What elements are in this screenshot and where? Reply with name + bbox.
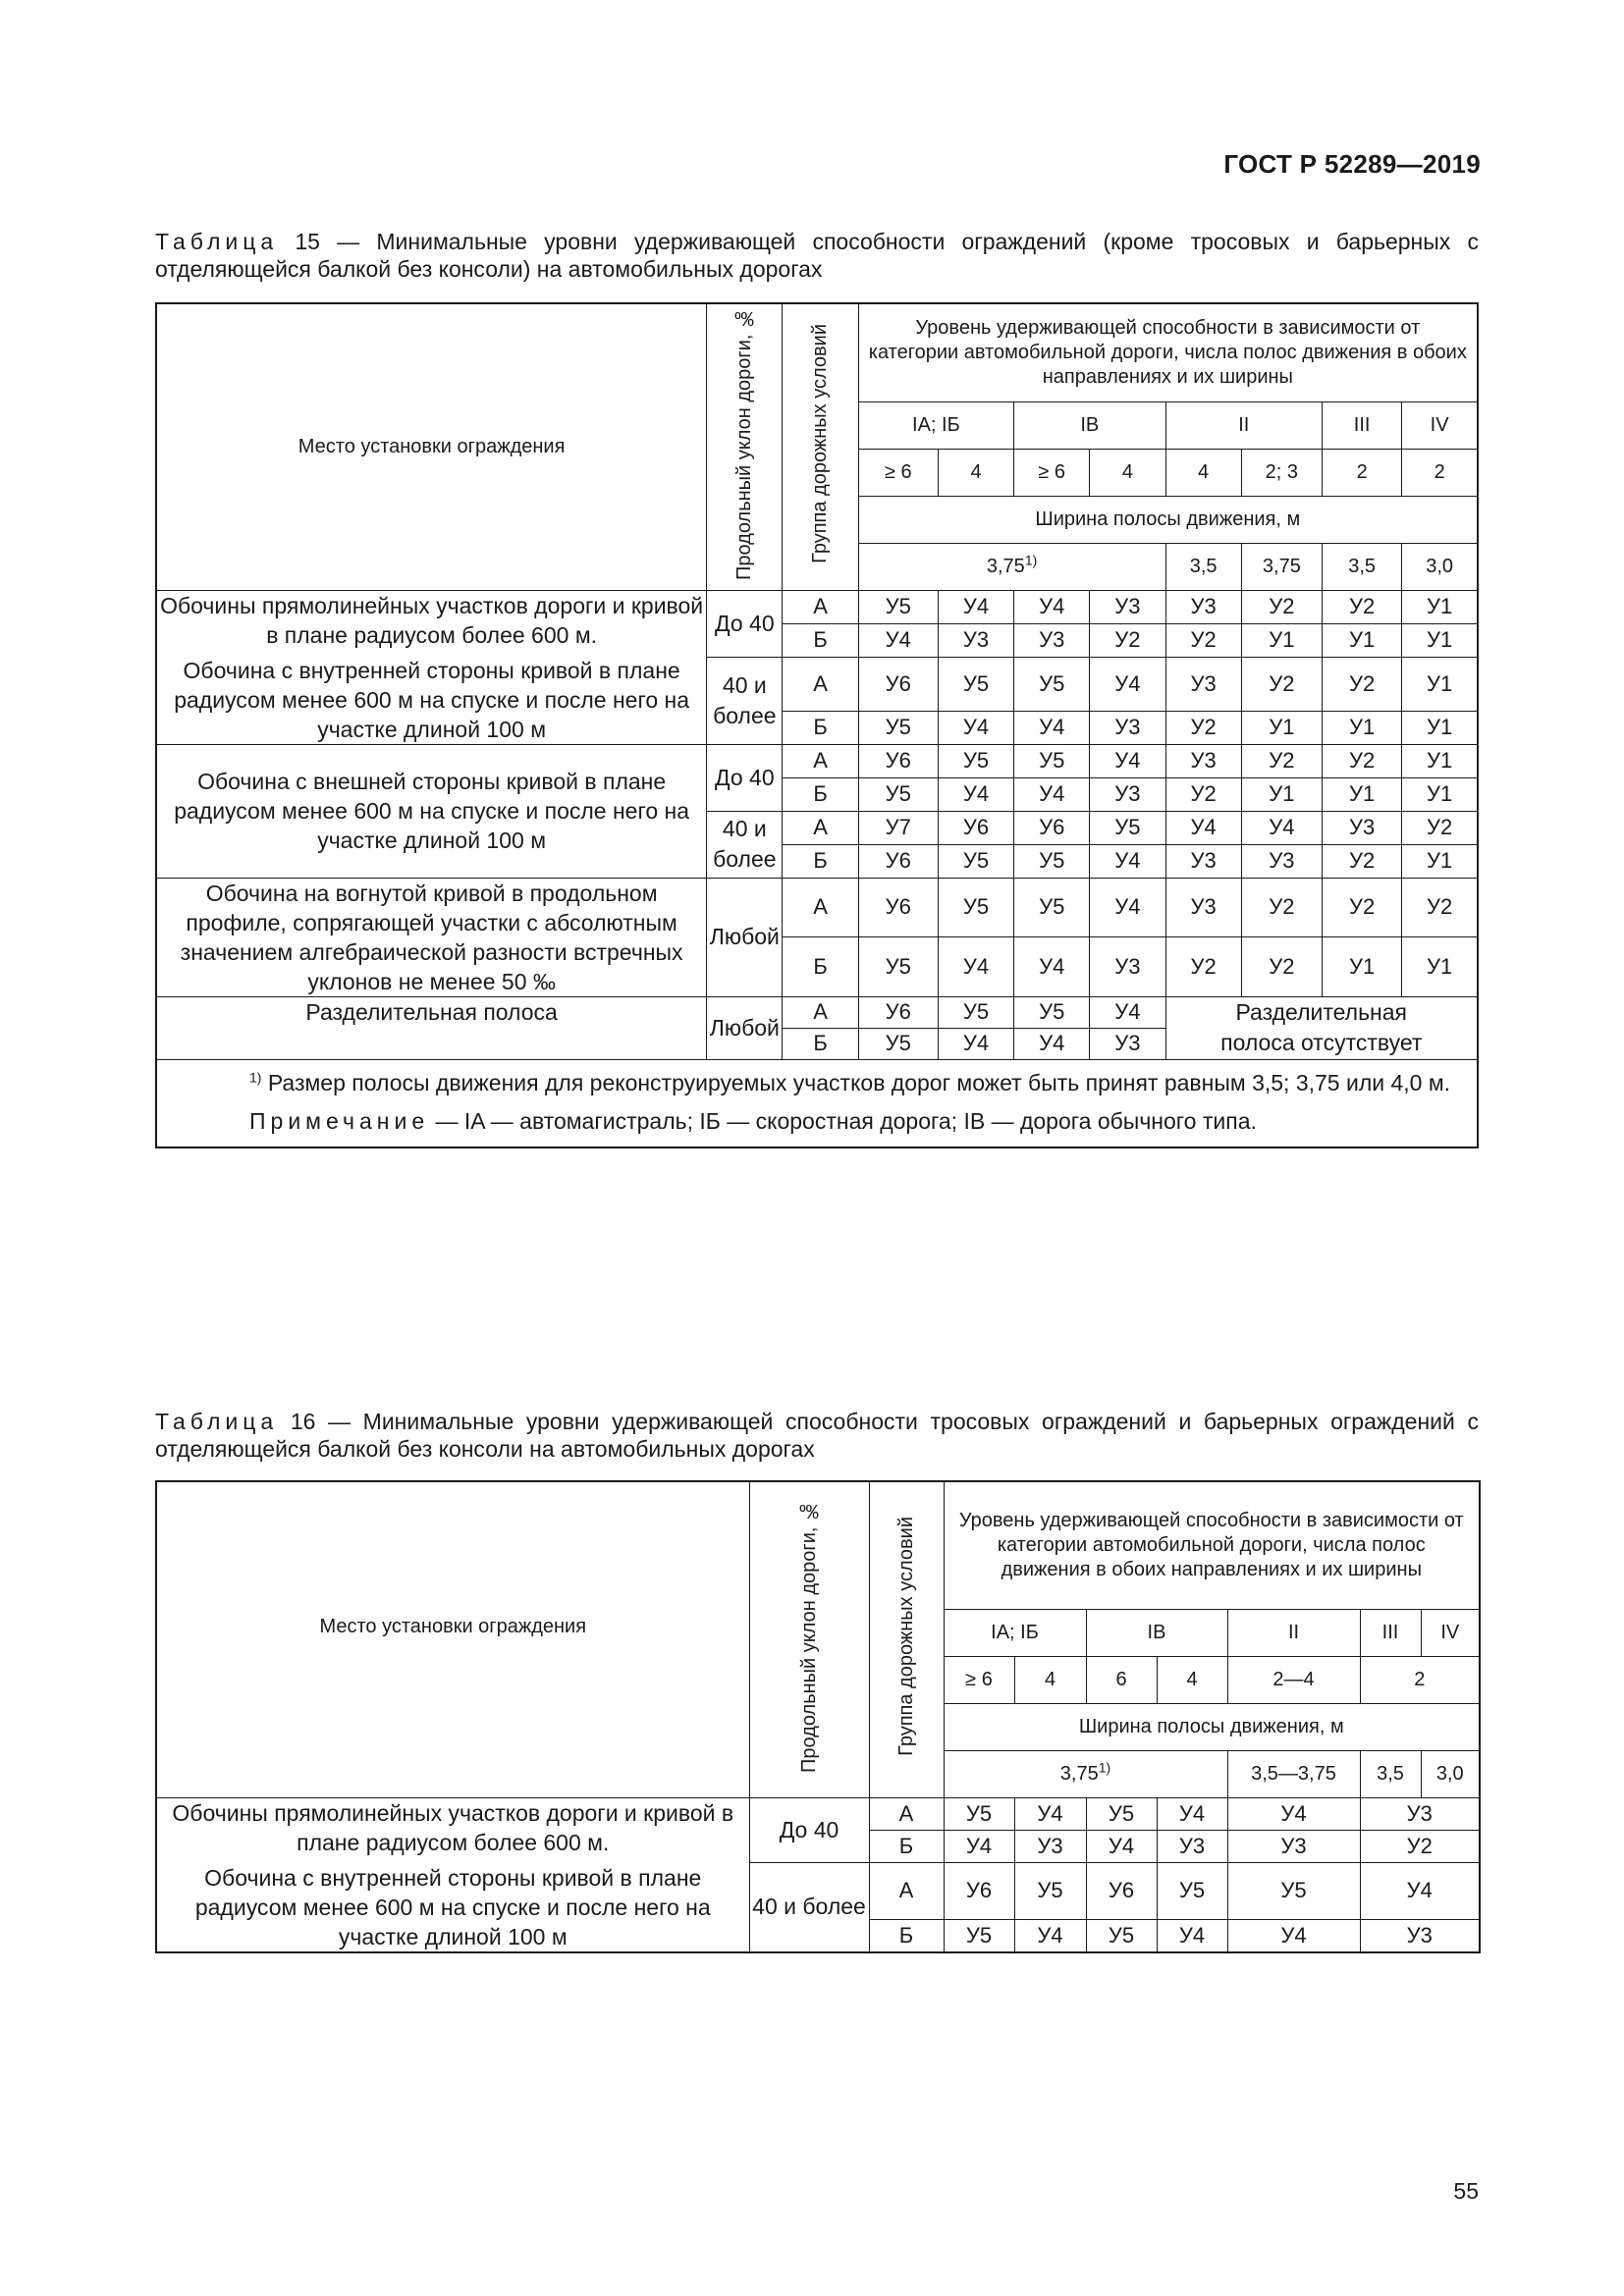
level-cell: У3 bbox=[1165, 878, 1241, 937]
level-cell: У3 bbox=[1165, 590, 1241, 623]
header-slope bbox=[707, 303, 783, 590]
level-cell: У3 bbox=[1323, 811, 1402, 844]
footnote-ref: 1) bbox=[1098, 1758, 1111, 1775]
group-cell: Б bbox=[783, 711, 858, 744]
group-cell: А bbox=[783, 811, 858, 844]
level-cell: У4 bbox=[1090, 844, 1165, 878]
header-width-base bbox=[858, 543, 1165, 590]
level-cell: У3 bbox=[1090, 1028, 1165, 1059]
level-cell: У5 bbox=[1014, 744, 1090, 777]
level-cell: У3 bbox=[1014, 1830, 1086, 1862]
header-category: IB bbox=[1014, 401, 1165, 449]
header-place: Место установки ограждения bbox=[156, 303, 707, 590]
table-row bbox=[156, 878, 1478, 937]
place-text: Обочина с внешней стороны кривой в плане радиусом менее 600 м на спуске и после него на участке длиной 100 м bbox=[174, 769, 690, 853]
group-cell: А bbox=[869, 1862, 944, 1920]
level-cell: У1 bbox=[1323, 711, 1402, 744]
place-cell bbox=[156, 744, 707, 878]
level-cell: У2 bbox=[1323, 744, 1402, 777]
level-cell: У4 bbox=[938, 777, 1013, 811]
level-cell: У6 bbox=[1086, 1862, 1157, 1920]
page-number: 55 bbox=[1453, 2178, 1479, 2204]
level-cell: У5 bbox=[938, 996, 1013, 1028]
group-cell: Б bbox=[783, 844, 858, 878]
table15-caption bbox=[155, 228, 1479, 283]
level-cell: У3 bbox=[1157, 1830, 1227, 1862]
level-cell: У3 bbox=[1360, 1920, 1480, 1952]
level-cell: У4 bbox=[944, 1830, 1014, 1862]
level-cell: У7 bbox=[858, 811, 938, 844]
table-row bbox=[156, 590, 1478, 623]
level-cell: У3 bbox=[938, 623, 1013, 657]
level-cell: У1 bbox=[1402, 590, 1478, 623]
level-cell: У2 bbox=[1402, 811, 1478, 844]
group-cell: А bbox=[783, 878, 858, 937]
slope-cell: До 40 bbox=[749, 1797, 869, 1862]
header-width: 3,5—3,75 bbox=[1227, 1750, 1360, 1797]
group-cell: Б bbox=[869, 1830, 944, 1862]
header-width: 3,0 bbox=[1421, 1750, 1480, 1797]
level-cell: У6 bbox=[944, 1862, 1014, 1920]
level-cell: У2 bbox=[1402, 878, 1478, 937]
group-cell: Б bbox=[783, 937, 858, 997]
level-cell: У4 bbox=[938, 711, 1013, 744]
header-lanes: 4 bbox=[1090, 449, 1165, 496]
level-cell: У2 bbox=[1241, 590, 1322, 623]
table16-caption-text: 16 — Минимальные уровни удерживающей способности тросовых ограждений и барьерных ограждений с отделяющейся балкой без консоли на автомобильных дорогах bbox=[155, 1409, 1479, 1462]
header-width: 3,5 bbox=[1360, 1750, 1421, 1797]
level-cell: У2 bbox=[1323, 657, 1402, 711]
place-cell bbox=[156, 590, 707, 744]
level-cell: У4 bbox=[1157, 1797, 1227, 1830]
level-cell: У2 bbox=[1165, 623, 1241, 657]
group-cell: А bbox=[783, 590, 858, 623]
header-lanes: 2 bbox=[1402, 449, 1478, 496]
group-cell: Б bbox=[869, 1920, 944, 1952]
group-cell: А bbox=[783, 744, 858, 777]
group-cell: Б bbox=[783, 777, 858, 811]
level-cell: У3 bbox=[1227, 1830, 1360, 1862]
header-place: Место установки ограждения bbox=[156, 1481, 749, 1797]
header-lanes: 2 bbox=[1323, 449, 1402, 496]
level-cell: У4 bbox=[1086, 1830, 1157, 1862]
header-width: 3,5 bbox=[1323, 543, 1402, 590]
place-text: Обочина с внутренней стороны кривой в плане радиусом менее 600 м на спуске и после него на участке длиной 100 м bbox=[194, 1864, 711, 1949]
level-cell: У4 bbox=[1014, 1920, 1086, 1952]
header-group bbox=[869, 1481, 944, 1797]
level-cell: У5 bbox=[938, 744, 1013, 777]
level-cell: У1 bbox=[1241, 623, 1322, 657]
footnote-text: Размер полосы движения для реконструируемых участков дорог может быть принят равным 3,5; 3,75 или 4,0 м. bbox=[261, 1069, 1451, 1095]
level-cell: У3 bbox=[1090, 711, 1165, 744]
level-cell: У6 bbox=[1014, 811, 1090, 844]
level-cell: У5 bbox=[944, 1797, 1014, 1830]
slope-cell: 40 и более bbox=[749, 1862, 869, 1952]
level-cell: У4 bbox=[938, 937, 1013, 997]
level-cell: У1 bbox=[1323, 777, 1402, 811]
level-cell: У4 bbox=[1014, 1797, 1086, 1830]
header-width: 3,75 bbox=[1241, 543, 1322, 590]
level-cell: У5 bbox=[858, 1028, 938, 1059]
level-cell: У2 bbox=[1090, 623, 1165, 657]
place-text: Обочины прямолинейных участков дороги и кривой в плане радиусом более 600 м. bbox=[160, 592, 704, 648]
level-cell: У5 bbox=[944, 1920, 1014, 1952]
level-cell: У5 bbox=[938, 844, 1013, 878]
slope-cell: Любой bbox=[707, 996, 783, 1059]
level-cell: У3 bbox=[1090, 590, 1165, 623]
header-lanes: 4 bbox=[1014, 1656, 1086, 1703]
header-category: IA; IБ bbox=[858, 401, 1013, 449]
header-lanes: 4 bbox=[1157, 1656, 1227, 1703]
header-width-base bbox=[944, 1750, 1227, 1797]
level-cell: У3 bbox=[1360, 1797, 1480, 1830]
level-cell: У4 bbox=[1014, 590, 1090, 623]
header-slope bbox=[749, 1481, 869, 1797]
level-cell: У1 bbox=[1402, 744, 1478, 777]
level-cell: У4 bbox=[938, 1028, 1013, 1059]
level-cell: У5 bbox=[1090, 811, 1165, 844]
level-cell: У6 bbox=[858, 744, 938, 777]
level-cell: У3 bbox=[1014, 623, 1090, 657]
level-cell: У3 bbox=[1090, 937, 1165, 997]
header-lanes: 2—4 bbox=[1227, 1656, 1360, 1703]
slope-cell: 40 и более bbox=[707, 811, 783, 878]
level-cell: У5 bbox=[938, 878, 1013, 937]
level-cell: У4 bbox=[1014, 937, 1090, 997]
footnote bbox=[171, 1068, 1463, 1098]
level-cell: У5 bbox=[1157, 1862, 1227, 1920]
merged-cell: Разделительная полоса отсутствует bbox=[1165, 996, 1478, 1059]
header-lanes: ≥ 6 bbox=[944, 1656, 1014, 1703]
table15-label: Таблица bbox=[155, 229, 279, 254]
level-cell: У2 bbox=[1241, 878, 1322, 937]
header-lanes: 2; 3 bbox=[1241, 449, 1322, 496]
header-level: Уровень удерживающей способности в зависимости от категории автомобильной дороги, числа полос движения в обоих направлениях и их ширины bbox=[858, 303, 1478, 401]
slope-cell: 40 и более bbox=[707, 657, 783, 744]
level-cell: У4 bbox=[1157, 1920, 1227, 1952]
group-cell: Б bbox=[783, 623, 858, 657]
level-cell: У4 bbox=[1014, 711, 1090, 744]
level-cell: У5 bbox=[1014, 996, 1090, 1028]
level-cell: У5 bbox=[1014, 844, 1090, 878]
header-lanes: ≥ 6 bbox=[858, 449, 938, 496]
level-cell: У3 bbox=[1241, 844, 1322, 878]
slope-cell: До 40 bbox=[707, 744, 783, 811]
level-cell: У5 bbox=[858, 711, 938, 744]
header-width: 3,5 bbox=[1165, 543, 1241, 590]
level-cell: У2 bbox=[1323, 878, 1402, 937]
level-cell: У6 bbox=[858, 996, 938, 1028]
level-cell: У1 bbox=[1402, 657, 1478, 711]
level-cell: У2 bbox=[1241, 657, 1322, 711]
place-cell bbox=[156, 878, 707, 996]
width-base-value: 3,75 bbox=[986, 555, 1025, 577]
level-cell: У1 bbox=[1402, 937, 1478, 997]
level-cell: У1 bbox=[1402, 711, 1478, 744]
level-cell: У5 bbox=[858, 937, 938, 997]
header-category: III bbox=[1323, 401, 1402, 449]
header-lanes: 4 bbox=[938, 449, 1013, 496]
level-cell: У4 bbox=[1014, 777, 1090, 811]
group-cell: А bbox=[783, 657, 858, 711]
level-cell: У1 bbox=[1402, 844, 1478, 878]
level-cell: У4 bbox=[1227, 1920, 1360, 1952]
level-cell: У5 bbox=[858, 777, 938, 811]
level-cell: У2 bbox=[1241, 937, 1322, 997]
header-category: II bbox=[1227, 1609, 1360, 1656]
header-group-text: Группа дорожных условий bbox=[809, 324, 832, 564]
header-slope-text: Продольный уклон дороги, ‰ bbox=[797, 1500, 820, 1774]
header-width: 3,0 bbox=[1402, 543, 1478, 590]
table-16 bbox=[155, 1480, 1481, 1953]
place-text: Обочина с внутренней стороны кривой в плане радиусом менее 600 м на спуске и после него на участке длиной 100 м bbox=[174, 657, 690, 742]
level-cell: У4 bbox=[858, 623, 938, 657]
level-cell: У1 bbox=[1402, 777, 1478, 811]
level-cell: У6 bbox=[858, 657, 938, 711]
header-group bbox=[783, 303, 858, 590]
level-cell: У4 bbox=[1014, 1028, 1090, 1059]
level-cell: У1 bbox=[1241, 711, 1322, 744]
level-cell: У2 bbox=[1165, 711, 1241, 744]
note bbox=[171, 1106, 1463, 1137]
width-base-value: 3,75 bbox=[1059, 1762, 1099, 1785]
level-cell: У2 bbox=[1360, 1830, 1480, 1862]
level-cell: У4 bbox=[1090, 878, 1165, 937]
slope-cell: Любой bbox=[707, 878, 783, 996]
level-cell: У1 bbox=[1323, 623, 1402, 657]
level-cell: У4 bbox=[1241, 811, 1322, 844]
table-row bbox=[156, 1797, 1480, 1830]
table16-label: Таблица bbox=[155, 1409, 279, 1434]
table15-caption-text: 15 — Минимальные уровни удерживающей способности ограждений (кроме тросовых и барьерных с отделяющейся балкой без консоли) на автомобильных дорогах bbox=[155, 229, 1479, 282]
level-cell: У3 bbox=[1090, 777, 1165, 811]
level-cell: У5 bbox=[1014, 1862, 1086, 1920]
level-cell: У6 bbox=[858, 878, 938, 937]
level-cell: У1 bbox=[1241, 777, 1322, 811]
level-cell: У3 bbox=[1165, 844, 1241, 878]
level-cell: У4 bbox=[1090, 744, 1165, 777]
header-category: III bbox=[1360, 1609, 1421, 1656]
level-cell: У5 bbox=[1014, 657, 1090, 711]
place-cell bbox=[156, 996, 707, 1059]
level-cell: У1 bbox=[1402, 623, 1478, 657]
slope-cell: До 40 bbox=[707, 590, 783, 657]
group-cell: Б bbox=[783, 1028, 858, 1059]
header-group-text: Группа дорожных условий bbox=[894, 1517, 917, 1757]
footnote-ref: 1) bbox=[1024, 551, 1038, 567]
level-cell: У5 bbox=[858, 590, 938, 623]
table-15 bbox=[155, 302, 1479, 1148]
header-category: IV bbox=[1402, 401, 1478, 449]
level-cell: У4 bbox=[1090, 657, 1165, 711]
level-cell: У2 bbox=[1323, 844, 1402, 878]
level-cell: У2 bbox=[1165, 937, 1241, 997]
level-cell: У5 bbox=[1014, 878, 1090, 937]
footnote-mark: 1) bbox=[249, 1068, 262, 1085]
place-text: Обочины прямолинейных участков дороги и кривой в плане радиусом более 600 м. bbox=[172, 1799, 734, 1855]
header-lane-width: Ширина полосы движения, м bbox=[858, 496, 1478, 543]
table-row bbox=[156, 744, 1478, 777]
level-cell: У4 bbox=[1090, 996, 1165, 1028]
footnote-cell bbox=[156, 1059, 1478, 1148]
level-cell: У2 bbox=[1323, 590, 1402, 623]
group-cell: А bbox=[783, 996, 858, 1028]
header-level: Уровень удерживающей способности в зависимости от категории автомобильной дороги, числа полос движения в обоих направлениях и их ширины bbox=[944, 1481, 1480, 1609]
header-lanes: ≥ 6 bbox=[1014, 449, 1090, 496]
header-category: II bbox=[1165, 401, 1322, 449]
header-category: IV bbox=[1421, 1609, 1480, 1656]
header-category: IB bbox=[1086, 1609, 1227, 1656]
header-lanes: 2 bbox=[1360, 1656, 1480, 1703]
level-cell: У4 bbox=[1227, 1797, 1360, 1830]
level-cell: У3 bbox=[1165, 744, 1241, 777]
level-cell: У4 bbox=[938, 590, 1013, 623]
footnote-row bbox=[156, 1059, 1478, 1148]
standard-number: ГОСТ Р 52289—2019 bbox=[1223, 149, 1481, 179]
level-cell: У5 bbox=[1086, 1797, 1157, 1830]
place-cell bbox=[156, 1797, 749, 1952]
group-cell: А bbox=[869, 1797, 944, 1830]
header-slope-text: Продольный уклон дороги, ‰ bbox=[732, 307, 755, 581]
note-text: — IA — автомагистраль; IБ — скоростная дорога; IB — дорога обычного типа. bbox=[429, 1107, 1257, 1134]
level-cell: У5 bbox=[1086, 1920, 1157, 1952]
level-cell: У1 bbox=[1323, 937, 1402, 997]
header-category: IA; IБ bbox=[944, 1609, 1086, 1656]
level-cell: У5 bbox=[1227, 1862, 1360, 1920]
table16-caption bbox=[155, 1408, 1479, 1463]
table-row bbox=[156, 996, 1478, 1028]
note-label: Примечание bbox=[249, 1107, 430, 1134]
header-lane-width: Ширина полосы движения, м bbox=[944, 1703, 1480, 1750]
header-lanes: 6 bbox=[1086, 1656, 1157, 1703]
level-cell: У2 bbox=[1165, 777, 1241, 811]
place-text: Разделительная полоса bbox=[305, 998, 558, 1025]
level-cell: У2 bbox=[1241, 744, 1322, 777]
level-cell: У6 bbox=[938, 811, 1013, 844]
level-cell: У4 bbox=[1165, 811, 1241, 844]
place-text: Обочина на вогнутой кривой в продольном профиле, сопрягающей участки с абсолютным значением алгебраической разности встречных уклонов не менее 50 ‰ bbox=[180, 880, 683, 994]
level-cell: У4 bbox=[1360, 1862, 1480, 1920]
level-cell: У5 bbox=[938, 657, 1013, 711]
header-lanes: 4 bbox=[1165, 449, 1241, 496]
level-cell: У6 bbox=[858, 844, 938, 878]
level-cell: У3 bbox=[1165, 657, 1241, 711]
